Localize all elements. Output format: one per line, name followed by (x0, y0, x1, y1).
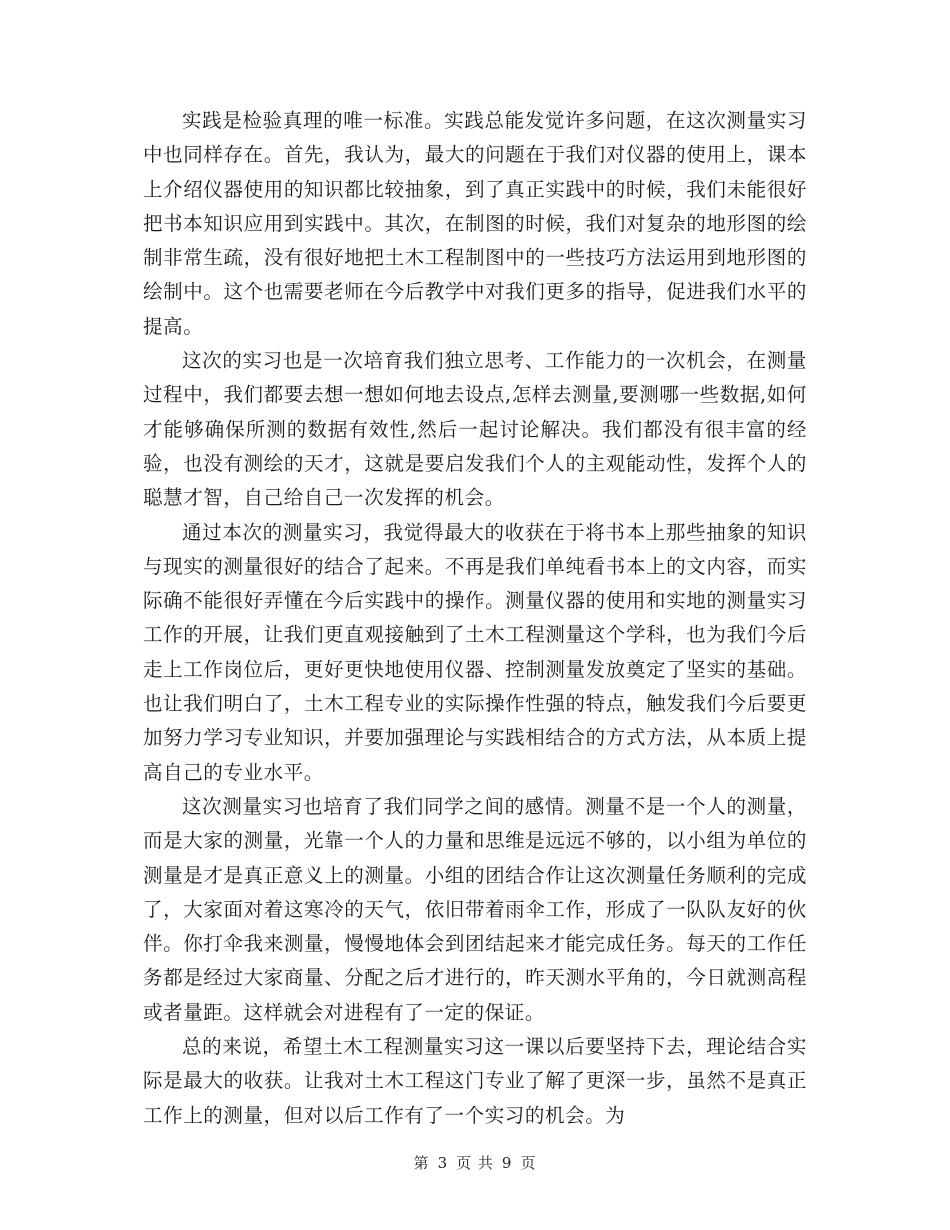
paragraph-5: 总的来说，希望土木工程测量实习这一课以后要坚持下去，理论结合实际是最大的收获。让我对土木工程这门专业了解了更深一步，虽然不是真正工作上的测量，但对以后工作有了一个实习的机会。为 (143, 1035, 807, 1127)
footer-prefix: 第 (413, 1154, 430, 1172)
page-footer (0, 1152, 950, 1173)
paragraph-4: 这次测量实习也培育了我们同学之间的感情。测量不是一个人的测量，而是大家的测量，光靠一个人的力量和思维是远远不够的，以小组为单位的测量是才是真正意义上的测量。小组的团结合作让这次测量任务顺利的完成了，大家面对着这寒冷的天气，依旧带着雨伞工作，形成了一队队友好的伙伴。你打伞我来测量，慢慢地体会到团结起来才能完成任务。每天的工作任务都是经过大家商量、分配之后才进行的，昨天测水平角的，今日就测高程或者量距。这样就会对进程有了一定的保证。 (143, 794, 807, 1024)
footer-total-pages: 9 (501, 1154, 513, 1172)
document-body (143, 104, 807, 1133)
footer-middle: 页 共 (456, 1154, 494, 1172)
footer-current-page: 3 (437, 1154, 449, 1172)
paragraph-3: 通过本次的测量实习，我觉得最大的收获在于将书本上那些抽象的知识与现实的测量很好的结合了起来。不再是我们单纯看书本上的文内容，而实际确不能很好弄懂在今后实践中的操作。测量仪器的使用和实地的测量实习工作的开展，让我们更直观接触到了土木工程测量这个学科，也为我们今后走上工作岗位后，更好更快地使用仪器、控制测量发放奠定了坚实的基础。也让我们明白了，土木工程专业的实际操作性强的特点，触发我们今后要更加努力学习专业知识，并要加强理论与实践相结合的方式方法，从本质上提高自己的专业水平。 (143, 520, 807, 784)
paragraph-2: 这次的实习也是一次培育我们独立思考、工作能力的一次机会，在测量过程中，我们都要去想一想如何地去设点,怎样去测量,要测哪一些数据,如何才能够确保所测的数据有效性,然后一起讨论解决。我们都没有很丰富的经验，也没有测绘的天才，这就是要启发我们个人的主观能动性，发挥个人的聪慧才智，自己给自己一次发挥的机会。 (143, 349, 807, 510)
paragraph-1: 实践是检验真理的唯一标准。实践总能发觉许多问题，在这次测量实习中也同样存在。首先，我认为，最大的问题在于我们对仪器的使用上，课本上介绍仪器使用的知识都比较抽象，到了真正实践中的时候，我们未能很好把书本知识应用到实践中。其次，在制图的时候，我们对复杂的地形图的绘制非常生疏，没有很好地把土木工程制图中的一些技巧方法运用到地形图的绘制中。这个也需要老师在今后教学中对我们更多的指导，促进我们水平的提高。 (143, 109, 807, 338)
footer-suffix: 页 (520, 1154, 537, 1172)
